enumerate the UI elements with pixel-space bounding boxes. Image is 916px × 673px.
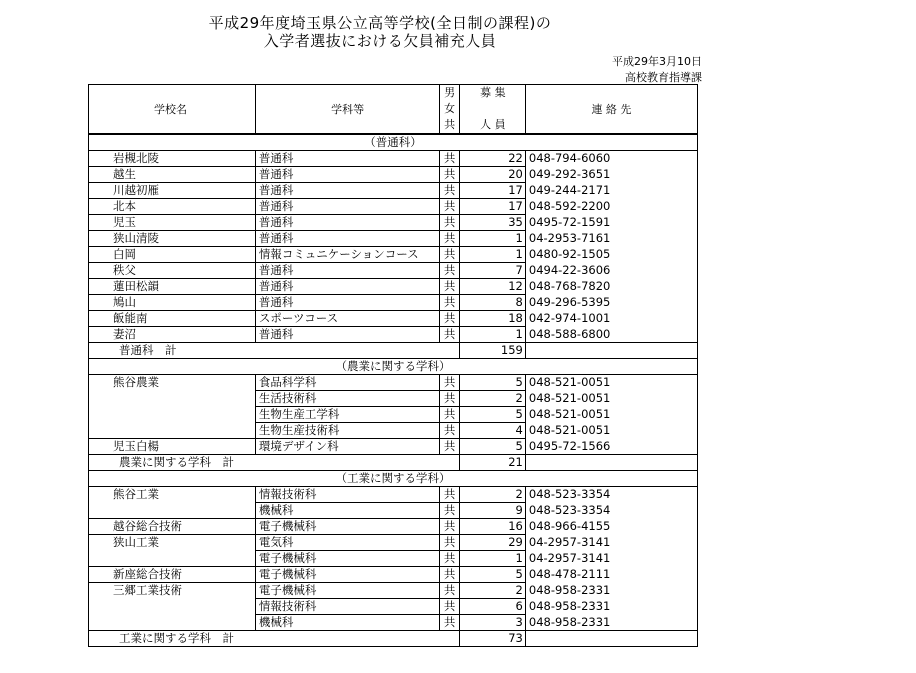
department-name: 情報技術科: [255, 599, 439, 615]
sex-type: 共: [440, 567, 460, 583]
recruit-count: 5: [459, 407, 525, 423]
section-total-label: 普通科 計: [89, 343, 460, 359]
header-department: 学科等: [255, 85, 439, 135]
department-name: 電気科: [255, 535, 439, 551]
section-total-row: [89, 343, 698, 359]
header-count-line: 募 集: [480, 86, 506, 99]
contact-phone: 04-2957-3141: [525, 551, 697, 567]
contact-phone: 049-296-5395: [525, 295, 697, 311]
contact-phone: 048-958-2331: [525, 583, 697, 599]
sex-type: 共: [440, 183, 460, 199]
header-sex-line: 共: [444, 118, 456, 131]
contact-phone: 048-768-7820: [525, 279, 697, 295]
document-title-line-1: 平成29年度埼玉県公立高等学校(全日制の課程)の: [208, 14, 552, 32]
school-name: 飯能南: [89, 311, 256, 327]
school-name: 越谷総合技術: [89, 519, 256, 535]
section-heading-row: [89, 359, 698, 375]
department-name: 普通科: [255, 167, 439, 183]
recruit-count: 12: [459, 279, 525, 295]
school-name: 熊谷農業: [89, 375, 256, 391]
department-name: 生物生産工学科: [255, 407, 439, 423]
department-name: 生物生産技術科: [255, 423, 439, 439]
contact-phone: 048-521-0051: [525, 391, 697, 407]
section-heading-row: [89, 471, 698, 487]
recruit-count: 5: [459, 439, 525, 455]
sex-type: 共: [440, 519, 460, 535]
table-row: [89, 231, 698, 247]
header-count: [459, 85, 525, 135]
table-row: [89, 423, 698, 439]
department-name: 環境デザイン科: [255, 439, 439, 455]
contact-phone: 048-966-4155: [525, 519, 697, 535]
department-name: スポーツコース: [255, 311, 439, 327]
contact-phone: 048-523-3354: [525, 503, 697, 519]
section-total-label: 農業に関する学科 計: [89, 455, 460, 471]
contact-phone: 048-592-2200: [525, 199, 697, 215]
department-name: 電子機械科: [255, 519, 439, 535]
school-name: 岩槻北陵: [89, 151, 256, 167]
recruit-count: 6: [459, 599, 525, 615]
section-total-count: 21: [459, 455, 525, 471]
section-total-count: 73: [459, 631, 525, 647]
section-heading: （普通科）: [89, 134, 698, 151]
sex-type: 共: [440, 263, 460, 279]
section-total-blank: [525, 455, 697, 471]
sex-type: 共: [440, 199, 460, 215]
sex-type: 共: [440, 151, 460, 167]
table-row: [89, 503, 698, 519]
section-heading-row: [89, 134, 698, 151]
table-row: [89, 375, 698, 391]
recruit-count: 1: [459, 231, 525, 247]
contact-phone: 048-521-0051: [525, 423, 697, 439]
table-header-row: [89, 85, 698, 135]
department-name: 食品科学科: [255, 375, 439, 391]
department-name: 普通科: [255, 327, 439, 343]
contact-phone: 0494-22-3606: [525, 263, 697, 279]
table-row: [89, 151, 698, 167]
recruit-count: 18: [459, 311, 525, 327]
table-row: [89, 327, 698, 343]
recruit-count: 4: [459, 423, 525, 439]
contact-phone: 0480-92-1505: [525, 247, 697, 263]
department-name: 電子機械科: [255, 551, 439, 567]
table-row: [89, 567, 698, 583]
contact-phone: 048-588-6800: [525, 327, 697, 343]
table-row: [89, 311, 698, 327]
school-name: [89, 551, 256, 567]
contact-phone: 048-521-0051: [525, 407, 697, 423]
department-name: 情報コミュニケーションコース: [255, 247, 439, 263]
department-name: 普通科: [255, 279, 439, 295]
recruit-count: 9: [459, 503, 525, 519]
recruit-count: 1: [459, 247, 525, 263]
recruit-count: 5: [459, 375, 525, 391]
table-row: [89, 615, 698, 631]
table-row: [89, 279, 698, 295]
sex-type: 共: [440, 295, 460, 311]
department-name: 普通科: [255, 263, 439, 279]
school-name: 川越初雁: [89, 183, 256, 199]
header-sex-line: 男: [444, 86, 456, 99]
table-row: [89, 487, 698, 503]
contact-phone: 048-794-6060: [525, 151, 697, 167]
department-name: 機械科: [255, 503, 439, 519]
issuing-department: 高校教育指導課: [625, 71, 702, 84]
department-name: 普通科: [255, 215, 439, 231]
department-name: 普通科: [255, 199, 439, 215]
table-row: [89, 215, 698, 231]
table-row: [89, 183, 698, 199]
department-name: 情報技術科: [255, 487, 439, 503]
recruit-count: 5: [459, 567, 525, 583]
table-row: [89, 407, 698, 423]
header-school: 学校名: [89, 85, 256, 135]
header-sex: [440, 85, 460, 135]
sex-type: 共: [440, 375, 460, 391]
sex-type: 共: [440, 551, 460, 567]
department-name: 電子機械科: [255, 583, 439, 599]
sex-type: 共: [440, 503, 460, 519]
contact-phone: 0495-72-1591: [525, 215, 697, 231]
issue-date: 平成29年3月10日: [612, 55, 702, 68]
section-total-row: [89, 631, 698, 647]
school-name: 秩父: [89, 263, 256, 279]
school-name: 児玉: [89, 215, 256, 231]
contact-phone: 048-521-0051: [525, 375, 697, 391]
school-name: [89, 391, 256, 407]
department-name: 電子機械科: [255, 567, 439, 583]
school-name: 越生: [89, 167, 256, 183]
school-name: 三郷工業技術: [89, 583, 256, 599]
school-name: 狭山工業: [89, 535, 256, 551]
school-name: 新座総合技術: [89, 567, 256, 583]
table-row: [89, 199, 698, 215]
department-name: 生活技術科: [255, 391, 439, 407]
sex-type: 共: [440, 487, 460, 503]
table-row: [89, 247, 698, 263]
school-name: 児玉白楊: [89, 439, 256, 455]
recruit-count: 16: [459, 519, 525, 535]
school-name: [89, 423, 256, 439]
department-name: 普通科: [255, 295, 439, 311]
recruit-count: 29: [459, 535, 525, 551]
recruit-count: 2: [459, 391, 525, 407]
contact-phone: 048-523-3354: [525, 487, 697, 503]
contact-phone: 048-958-2331: [525, 615, 697, 631]
department-name: 普通科: [255, 151, 439, 167]
sex-type: 共: [440, 583, 460, 599]
sex-type: 共: [440, 391, 460, 407]
sex-type: 共: [440, 535, 460, 551]
department-name: 普通科: [255, 231, 439, 247]
sex-type: 共: [440, 167, 460, 183]
table-row: [89, 551, 698, 567]
sex-type: 共: [440, 615, 460, 631]
section-total-count: 159: [459, 343, 525, 359]
recruit-count: 17: [459, 183, 525, 199]
recruit-count: 2: [459, 583, 525, 599]
sex-type: 共: [440, 311, 460, 327]
contact-phone: 04-2953-7161: [525, 231, 697, 247]
school-name: 鳩山: [89, 295, 256, 311]
recruit-count: 22: [459, 151, 525, 167]
sex-type: 共: [440, 439, 460, 455]
contact-phone: 048-958-2331: [525, 599, 697, 615]
contact-phone: 042-974-1001: [525, 311, 697, 327]
sex-type: 共: [440, 231, 460, 247]
recruit-count: 35: [459, 215, 525, 231]
department-name: 普通科: [255, 183, 439, 199]
table-row: [89, 295, 698, 311]
school-name: 北本: [89, 199, 256, 215]
table-row: [89, 439, 698, 455]
recruit-count: 2: [459, 487, 525, 503]
sex-type: 共: [440, 423, 460, 439]
section-total-blank: [525, 631, 697, 647]
table-row: [89, 391, 698, 407]
table-row: [89, 519, 698, 535]
contact-phone: 04-2957-3141: [525, 535, 697, 551]
recruit-count: 1: [459, 327, 525, 343]
school-name: [89, 503, 256, 519]
recruit-count: 20: [459, 167, 525, 183]
contact-phone: 0495-72-1566: [525, 439, 697, 455]
school-name: [89, 615, 256, 631]
header-sex-line: 女: [444, 102, 456, 115]
sex-type: 共: [440, 279, 460, 295]
sex-type: 共: [440, 407, 460, 423]
school-name: 蓮田松韻: [89, 279, 256, 295]
school-name: 白岡: [89, 247, 256, 263]
department-name: 機械科: [255, 615, 439, 631]
vacancy-table: [88, 84, 698, 647]
sex-type: 共: [440, 215, 460, 231]
sex-type: 共: [440, 599, 460, 615]
school-name: 妻沼: [89, 327, 256, 343]
recruit-count: 1: [459, 551, 525, 567]
sex-type: 共: [440, 327, 460, 343]
recruit-count: 8: [459, 295, 525, 311]
school-name: 狭山清陵: [89, 231, 256, 247]
recruit-count: 17: [459, 199, 525, 215]
recruit-count: 7: [459, 263, 525, 279]
section-total-row: [89, 455, 698, 471]
table-row: [89, 583, 698, 599]
contact-phone: 049-292-3651: [525, 167, 697, 183]
school-name: [89, 599, 256, 615]
contact-phone: 048-478-2111: [525, 567, 697, 583]
recruit-count: 3: [459, 615, 525, 631]
section-heading: （工業に関する学科）: [89, 471, 698, 487]
table-row: [89, 599, 698, 615]
school-name: 熊谷工業: [89, 487, 256, 503]
table-row: [89, 263, 698, 279]
header-count-line: 人 員: [480, 118, 506, 131]
section-total-label: 工業に関する学科 計: [89, 631, 460, 647]
section-heading: （農業に関する学科）: [89, 359, 698, 375]
header-contact: 連 絡 先: [525, 85, 697, 135]
document-title-line-2: 入学者選抜における欠員補充人員: [263, 32, 497, 50]
table-row: [89, 167, 698, 183]
contact-phone: 049-244-2171: [525, 183, 697, 199]
table-row: [89, 535, 698, 551]
school-name: [89, 407, 256, 423]
sex-type: 共: [440, 247, 460, 263]
section-total-blank: [525, 343, 697, 359]
